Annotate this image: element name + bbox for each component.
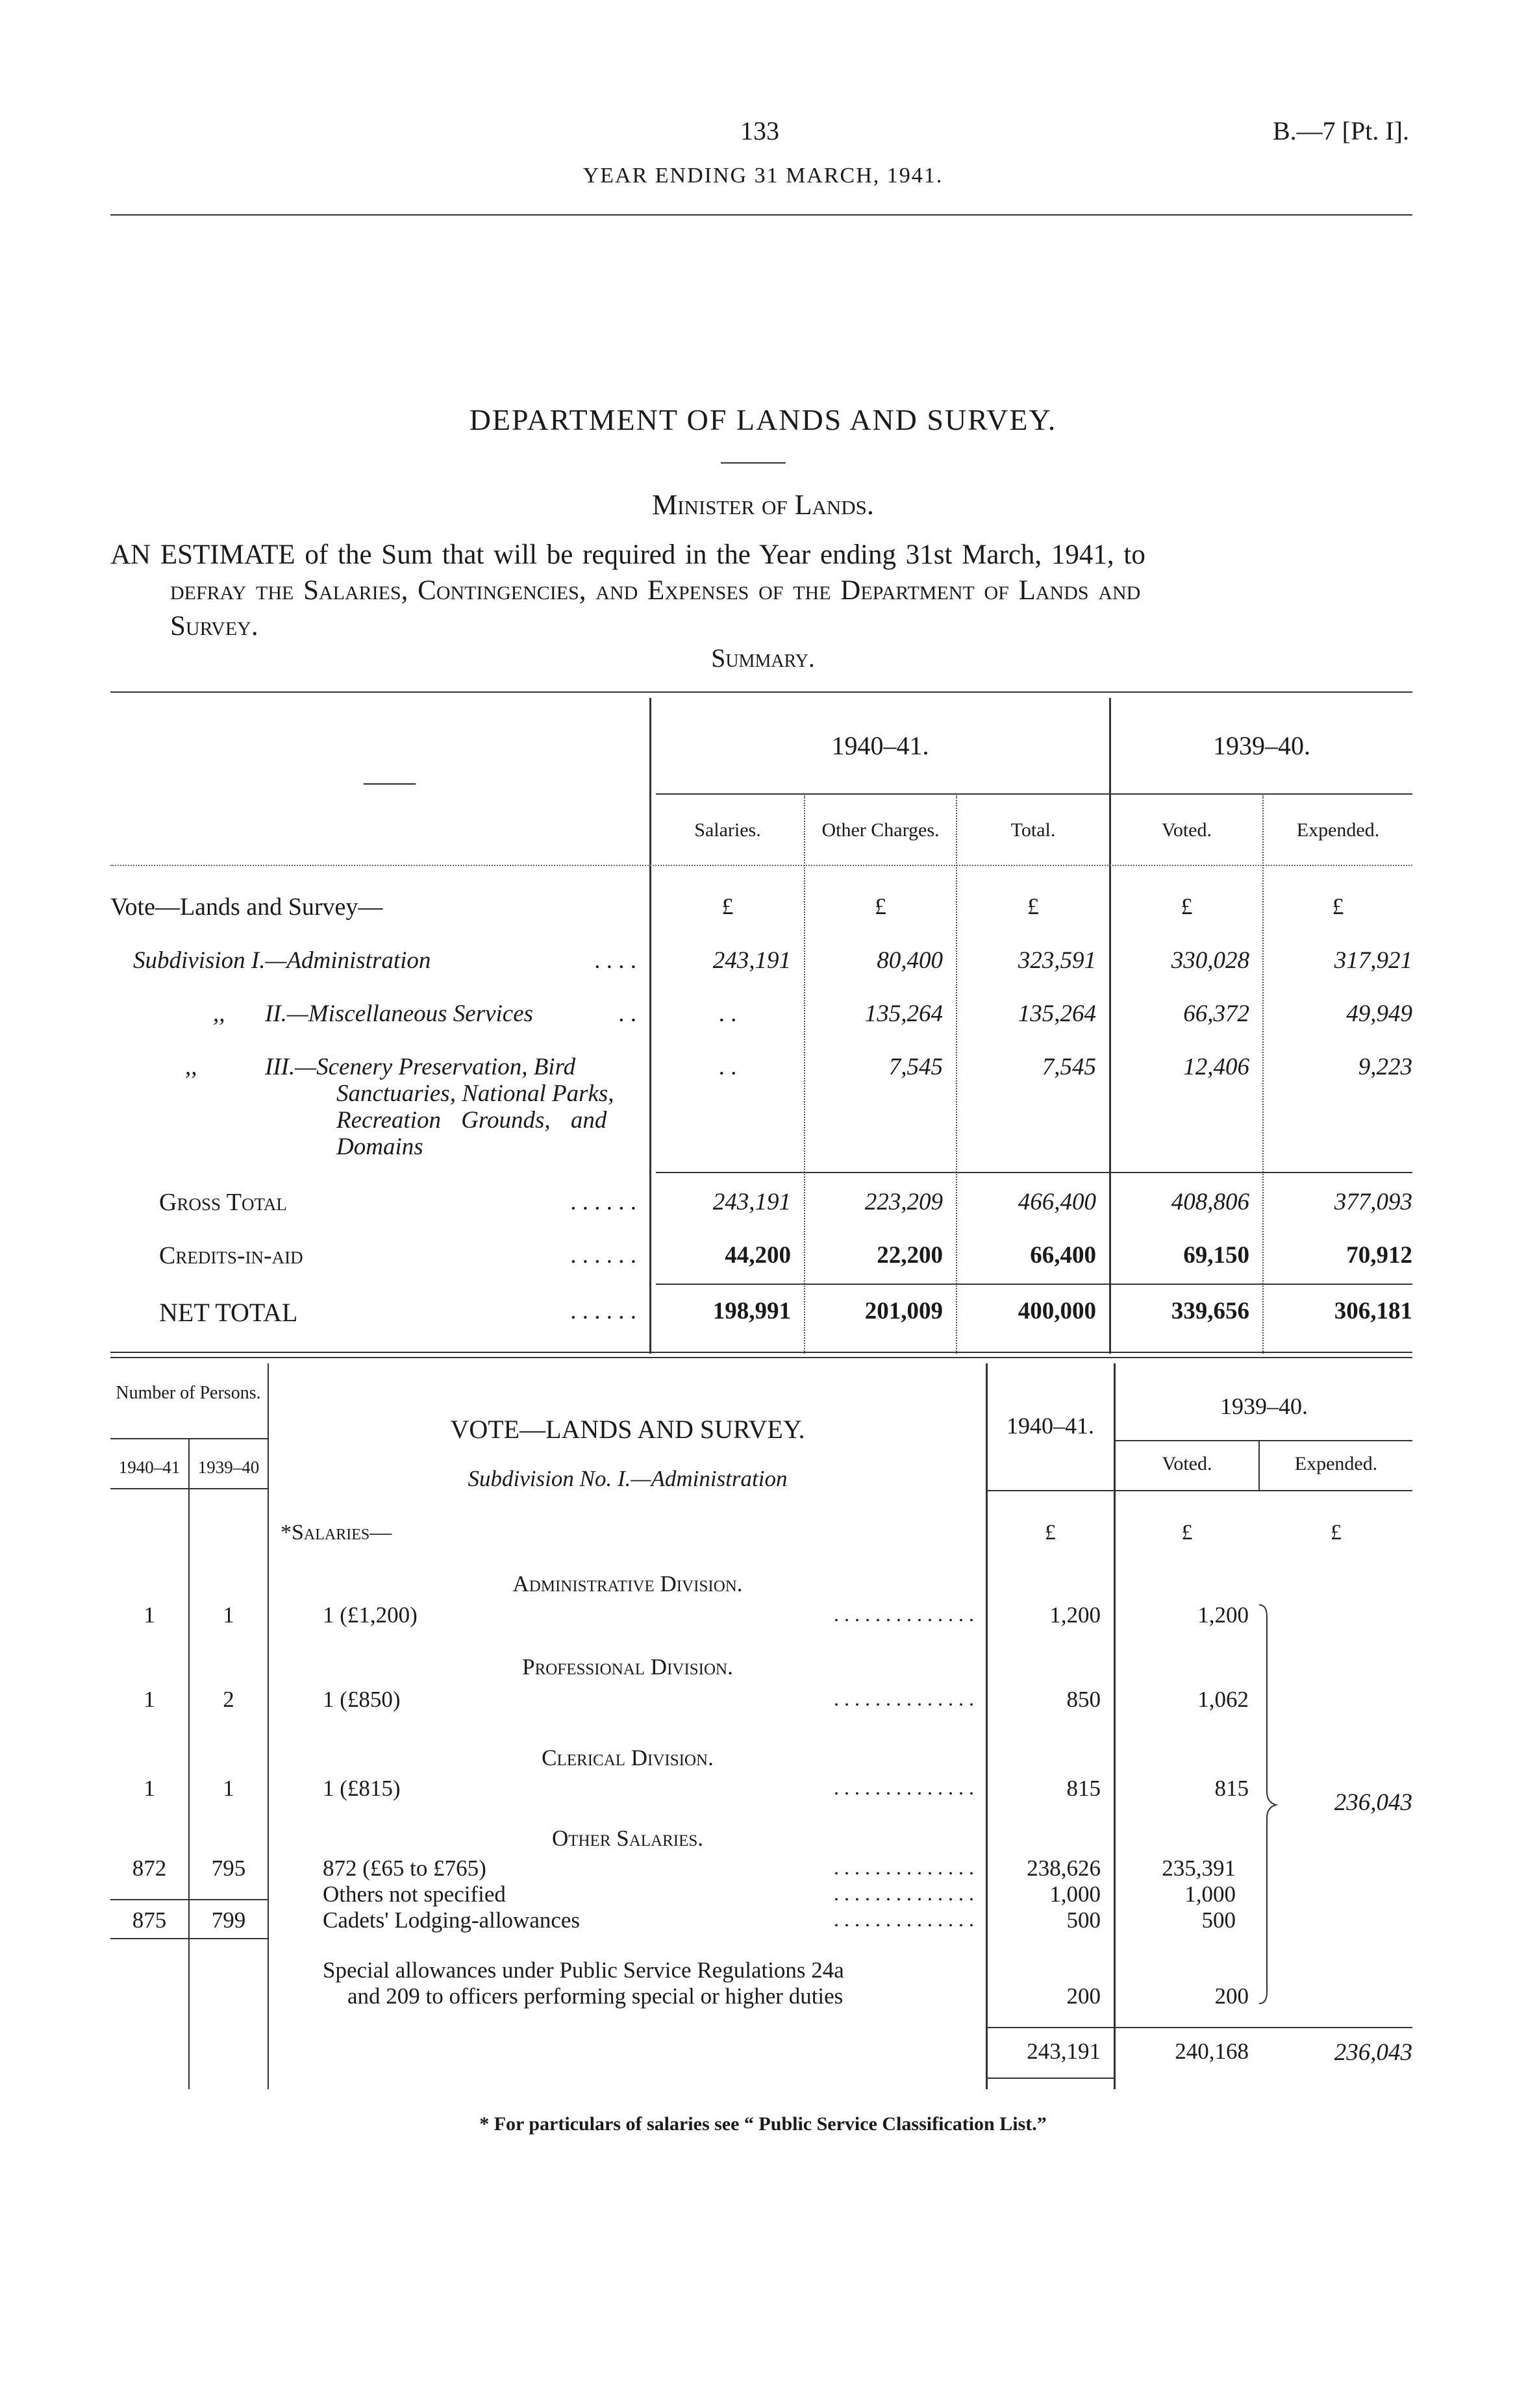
row-label-scenery-1: III.—Scenery Preservation, Bird [265,1054,576,1080]
detail-1939-header: 1939–40. [1220,1393,1308,1419]
row-leader: . . . . . . . . . . . . . . [834,1907,974,1931]
persons-1940: 872 [132,1856,167,1881]
gross-total-label: Gross Total [159,1189,287,1216]
detail-1939-rule [1116,1440,1412,1441]
persons-1939: 799 [211,1907,246,1933]
salary-est: 850 [1066,1687,1101,1712]
persons-col-1940: 1940–41 [118,1458,181,1477]
credits-label: Credits-in-aid [159,1242,303,1269]
cell-total: 7,545 [1042,1054,1096,1080]
persons-header: Number of Persons. [116,1383,261,1403]
persons-total-rule [110,1938,268,1939]
detail-col-expended: Expended. [1294,1453,1378,1474]
ditto-mark: ,, [185,1054,197,1080]
cell-salaries: . . [718,1054,737,1080]
row-leader: . . . . . . [570,1298,636,1324]
persons-subheader-rule [110,1488,268,1489]
salary-est: 1,200 [1049,1602,1101,1628]
title-rule [721,462,786,464]
total-expended: 236,043 [1334,2039,1412,2066]
gross-other: 223,209 [864,1189,943,1215]
row-label-misc: II.—Miscellaneous Services [265,1000,534,1027]
persons-1939: 1 [223,1776,234,1801]
net-salaries: 198,991 [712,1298,791,1324]
net-other: 201,009 [864,1298,943,1324]
credits-other: 22,200 [877,1242,943,1269]
summary-1940-header: 1940–41. [831,731,929,760]
summary-1939-header: 1939–40. [1213,731,1310,760]
cell-other: 7,545 [888,1054,943,1080]
salary-desc: Cadets' Lodging-allowances [323,1907,581,1933]
net-rule [656,1284,1412,1285]
cell-other: 135,264 [864,1000,943,1027]
gross-rule [656,1172,1412,1173]
currency-symbol: £ [1027,893,1039,919]
row-label-scenery-2: Sanctuaries, National Parks, [336,1080,614,1107]
row-leader: . . . . . . [570,1242,636,1269]
detail-vrule-persons [188,1438,190,2089]
row-leader: . . [618,1000,636,1027]
persons-1940: 875 [132,1907,167,1933]
detail-vrule-desc [268,1363,269,2089]
cell-other: 80,400 [877,947,943,974]
persons-header-rule [110,1438,268,1439]
total-est: 243,191 [1027,2039,1101,2064]
currency-symbol: £ [875,893,886,919]
salaries-heading: *Salaries— [281,1521,392,1545]
credits-expended: 70,912 [1346,1242,1412,1269]
salary-voted: 815 [1214,1776,1249,1801]
bracket-expended: 236,043 [1334,1789,1412,1816]
col-other-charges: Other Charges. [821,819,940,841]
net-voted: 339,656 [1171,1298,1249,1324]
section-heading-clerical: Clerical Division. [542,1745,714,1770]
salary-voted: 235,391 [1162,1856,1236,1881]
currency-symbol: £ [1331,1521,1342,1545]
vote-title: VOTE—LANDS AND SURVEY. [450,1415,805,1444]
total-voted: 240,168 [1175,2039,1249,2064]
ditto-mark: ,, [213,1000,225,1027]
vote-label: Vote—Lands and Survey— [110,893,383,921]
cell-total: 323,591 [1018,947,1096,974]
credits-total: 66,400 [1030,1242,1096,1269]
credits-salaries: 44,200 [725,1242,791,1269]
persons-1939: 795 [211,1856,246,1881]
currency-symbol: £ [721,893,734,919]
estimate-line-2: defray the Salaries, Contingencies, and Expenses of the Department of Lands and [170,575,1141,606]
document-reference: B.—7 [Pt. I]. [1273,116,1409,145]
cell-total: 135,264 [1018,1000,1096,1027]
section-heading-professional: Professional Division. [522,1654,733,1680]
header-rule [110,214,1412,216]
special-voted: 200 [1214,1983,1249,2009]
salary-desc: 1 (£850) [323,1687,401,1712]
special-allowances-line-1: Special allowances under Public Service Regulations 24a [323,1957,844,1983]
estimate-line-3: Survey. [170,611,258,641]
cell-voted: 66,372 [1183,1000,1249,1027]
estimate-line-1: AN ESTIMATE of the Sum that will be required in the Year ending 31st March, 1941, to [110,540,1145,570]
special-allowances-line-2: and 209 to officers performing special or higher duties [347,1983,844,2009]
currency-symbol: £ [1181,893,1193,919]
detail-1940-header: 1940–41. [1007,1413,1094,1439]
cell-voted: 330,028 [1171,947,1249,974]
section-heading-other: Other Salaries. [551,1826,704,1851]
salary-est: 500 [1066,1907,1101,1933]
section-heading-administrative: Administrative Division. [512,1571,743,1596]
salary-voted: 500 [1201,1907,1236,1933]
persons-1940: 1 [144,1687,155,1712]
salary-voted: 1,062 [1197,1687,1249,1712]
page-number: 133 [740,116,779,145]
net-expended: 306,181 [1334,1298,1412,1324]
detail-total-rule [987,2027,1412,2028]
cell-expended: 9,223 [1358,1054,1412,1080]
salary-est: 1,000 [1049,1881,1101,1907]
cell-voted: 12,406 [1183,1054,1249,1080]
persons-1940: 1 [144,1776,155,1801]
summary-header-rule [110,865,1412,866]
salary-est: 815 [1066,1776,1101,1801]
salary-desc: Others not specified [323,1881,506,1907]
minister-heading: Minister of Lands. [652,489,874,521]
net-total-label: NET TOTAL [159,1298,298,1327]
gross-voted: 408,806 [1171,1189,1249,1215]
summary-top-rule [110,691,1412,693]
summary-bottom-rule [110,1352,1412,1353]
col-salaries: Salaries. [694,819,761,841]
summary-heading: Summary. [711,643,815,673]
salary-voted: 1,200 [1197,1602,1249,1628]
salary-voted: 1,000 [1184,1881,1236,1907]
currency-symbol: £ [1181,1521,1193,1545]
persons-col-1939: 1939–40 [197,1458,260,1477]
row-leader: . . . . . . [570,1189,636,1215]
currency-symbol: £ [1045,1521,1056,1545]
detail-total-bottom-rule [987,2078,1114,2079]
department-title: DEPARTMENT OF LANDS AND SURVEY. [469,403,1057,436]
net-total: 400,000 [1018,1298,1096,1324]
cell-salaries: . . [718,1000,737,1027]
credits-voted: 69,150 [1183,1242,1249,1269]
salary-desc: 1 (£815) [323,1776,401,1801]
summary-bottom-rule-2 [110,1357,1412,1358]
col-total: Total. [1010,819,1056,841]
col-voted: Voted. [1162,819,1212,841]
gross-expended: 377,093 [1334,1189,1412,1215]
persons-1940: 1 [144,1602,155,1628]
row-leader: . . . . . . . . . . . . . . [834,1602,974,1626]
cell-expended: 49,949 [1346,1000,1412,1027]
persons-1939: 2 [223,1687,234,1712]
special-est: 200 [1066,1983,1101,2009]
salary-desc: 1 (£1,200) [323,1602,418,1628]
gross-salaries: 243,191 [712,1189,791,1215]
row-label-scenery-4: Domains [336,1134,423,1160]
row-label-administration: Subdivision I.—Administration [133,947,431,974]
row-leader: . . . . . . . . . . . . . . [834,1856,974,1879]
subdivision-title: Subdivision No. I.—Administration [468,1466,788,1491]
salary-est: 238,626 [1027,1856,1101,1881]
detail-header-rule [987,1490,1412,1491]
year-heading: YEAR ENDING 31 MARCH, 1941. [582,164,944,188]
summary-label-dash: —— [364,767,416,796]
row-leader: . . . . . . . . . . . . . . [834,1776,974,1799]
row-label-scenery-3: Recreation Grounds, and [336,1107,607,1134]
row-leader: . . . . [594,947,636,974]
summary-subheader-rule [656,793,1412,795]
detail-vrule-est [986,1363,988,2089]
currency-symbol: £ [1332,893,1344,919]
salary-desc: 872 (£65 to £765) [323,1856,486,1881]
col-expended: Expended. [1296,819,1380,841]
persons-1939: 1 [223,1602,234,1628]
footnote: * For particulars of salaries see “ Public Service Classification List.” [479,2113,1047,2135]
cell-expended: 317,921 [1334,947,1412,974]
detail-col-voted: Voted. [1162,1453,1212,1474]
row-leader: . . . . . . . . . . . . . . [834,1687,974,1710]
gross-total: 466,400 [1018,1189,1096,1215]
persons-subtotal-rule [110,1899,268,1900]
row-leader: . . . . . . . . . . . . . . [834,1881,974,1905]
cell-salaries: 243,191 [712,947,791,974]
